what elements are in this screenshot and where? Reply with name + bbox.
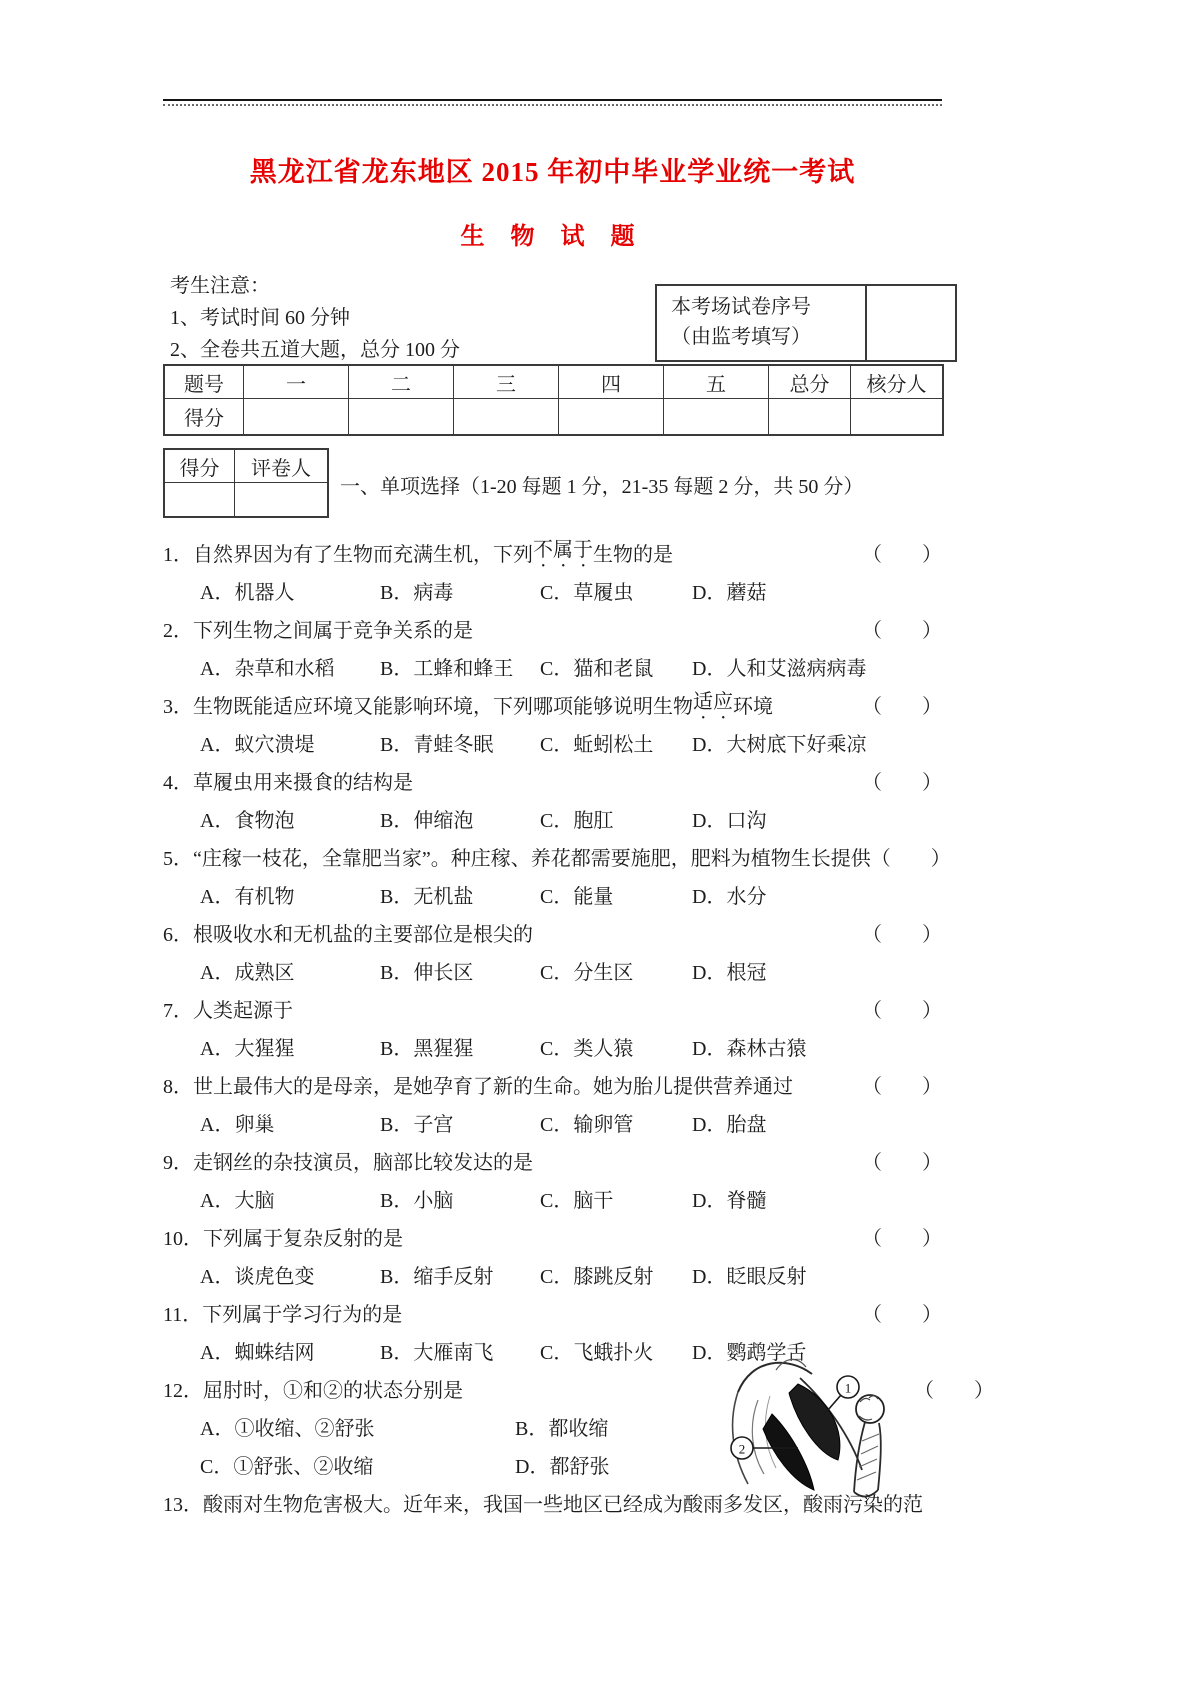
option-a: A．①收缩、②舒张 <box>200 1417 375 1440</box>
question-5: 5． “庄稼一枝花，全靠肥当家”。种庄稼、养花都需要施肥，肥料为植物生长提供 （ ） <box>163 837 942 875</box>
question-10: 10． 下列属于复杂反射的是 （ ） <box>163 1217 942 1255</box>
score-table-header: 核分人 <box>851 366 942 399</box>
question-12: 12． 屈肘时，①和②的状态分别是 （ ） <box>163 1369 942 1407</box>
score-blank-cell <box>851 399 942 434</box>
option-a: A．杂草和水稻 <box>200 657 335 680</box>
answer-bracket: （ ） <box>914 1379 994 1402</box>
option-a: A．机器人 <box>200 581 295 604</box>
option-c: C．胞肛 <box>540 809 614 832</box>
option-c: C．分生区 <box>540 961 634 984</box>
option-a: A．大猩猩 <box>200 1037 295 1060</box>
question-3-options <box>163 723 942 761</box>
score-table-header: 五 <box>664 366 769 399</box>
score-blank-cell <box>769 399 851 434</box>
option-c: C．猫和老鼠 <box>540 657 654 680</box>
score-table-header: 二 <box>349 366 454 399</box>
question-7-options <box>163 1027 942 1065</box>
option-a: A．食物泡 <box>200 809 295 832</box>
question-4: 4． 草履虫用来摄食的结构是 （ ） <box>163 761 942 799</box>
option-c: C．草履虫 <box>540 581 634 604</box>
option-c: C．飞蛾扑火 <box>540 1341 654 1364</box>
option-d: D．都舒张 <box>515 1455 610 1478</box>
option-b: B．伸长区 <box>380 961 474 984</box>
notice-item-1: 1、考试时间 60 分钟 <box>170 307 350 329</box>
page-subtitle: 生 物 试 题 <box>460 224 645 250</box>
answer-bracket: （ ） <box>870 847 951 870</box>
notice-heading: 考生注意： <box>170 275 270 297</box>
option-d: D．大树底下好乘凉 <box>692 733 867 756</box>
question-9: 9． 走钢丝的杂技演员，脑部比较发达的是 （ ） <box>163 1141 942 1179</box>
question-6-options <box>163 951 942 989</box>
question-11: 11． 下列属于学习行为的是 （ ） <box>163 1293 942 1331</box>
score-blank-cell <box>559 399 664 434</box>
answer-bracket: （ ） <box>862 695 942 718</box>
answer-bracket: （ ） <box>862 771 942 794</box>
option-c: C．脑干 <box>540 1189 614 1212</box>
option-b: B．黑猩猩 <box>380 1037 474 1060</box>
score-table-header: 三 <box>454 366 559 399</box>
question-4-options <box>163 799 942 837</box>
section-1-heading: 一、单项选择（1-20 每题 1 分，21-35 每题 2 分，共 50 分） <box>340 476 864 498</box>
score-table-header: 四 <box>559 366 664 399</box>
option-d: D．水分 <box>692 885 767 908</box>
option-b: B．伸缩泡 <box>380 809 474 832</box>
grader-box-blank-cell <box>165 483 235 516</box>
answer-bracket: （ ） <box>862 543 942 566</box>
answer-bracket: （ ） <box>862 1227 942 1250</box>
question-9-options <box>163 1179 942 1217</box>
score-table-header: 一 <box>244 366 349 399</box>
option-c: C．输卵管 <box>540 1113 634 1136</box>
score-summary-table <box>163 364 944 436</box>
diagram-label-2: 2 <box>738 1441 746 1457</box>
grader-box-score-label: 得分 <box>165 450 235 483</box>
question-13: 13． 酸雨对生物危害极大。近年来，我国一些地区已经成为酸雨多发区，酸雨污染的范 <box>163 1493 923 1516</box>
option-a: A．谈虎色变 <box>200 1265 315 1288</box>
option-b: B．大雁南飞 <box>380 1341 494 1364</box>
option-c: C．能量 <box>540 885 614 908</box>
grader-box-blank-cell <box>235 483 327 516</box>
question-8: 8． 世上最伟大的是母亲，是她孕育了新的生命。她为胎儿提供营养通过 （ ） <box>163 1065 942 1103</box>
answer-bracket: （ ） <box>862 1303 942 1326</box>
option-d: D．根冠 <box>692 961 767 984</box>
question-2: 2． 下列生物之间属于竞争关系的是 （ ） <box>163 609 942 647</box>
score-table-header: 总分 <box>769 366 851 399</box>
option-a: A．卵巢 <box>200 1113 275 1136</box>
option-a: A．大脑 <box>200 1189 275 1212</box>
question-7: 7． 人类起源于 （ ） <box>163 989 942 1027</box>
answer-bracket: （ ） <box>862 923 942 946</box>
question-3: 3． 生物既能适应环境又能影响环境，下列哪项能够说明生物 适应 环境 （ ） <box>163 690 942 718</box>
option-b: B．都收缩 <box>515 1417 609 1440</box>
option-d: D．口沟 <box>692 809 767 832</box>
serial-number-blank-cell <box>867 286 955 360</box>
arm-muscle-diagram <box>680 1330 895 1507</box>
option-d: D．森林古猿 <box>692 1037 807 1060</box>
option-d: D．人和艾滋病病毒 <box>692 657 867 680</box>
option-b: B．小脑 <box>380 1189 454 1212</box>
header-rule <box>163 99 942 106</box>
question-10-options <box>163 1255 942 1293</box>
answer-bracket: （ ） <box>862 999 942 1022</box>
grader-box-grader-label: 评卷人 <box>235 450 327 483</box>
option-c: C．膝跳反射 <box>540 1265 654 1288</box>
question-1: 1． 自然界因为有了生物而充满生机，下列 不属于 生物的是 （ ） <box>163 538 942 566</box>
answer-bracket: （ ） <box>862 1075 942 1098</box>
answer-bracket: （ ） <box>862 619 942 642</box>
option-d: D．鹦鹉学舌 <box>692 1341 807 1364</box>
option-c: C．蚯蚓松土 <box>540 733 654 756</box>
question-5-options <box>163 875 942 913</box>
notice-item-2: 2、全卷共五道大题，总分 100 分 <box>170 339 460 361</box>
option-a: A．蚁穴溃堤 <box>200 733 315 756</box>
score-blank-cell <box>664 399 769 434</box>
score-blank-cell <box>349 399 454 434</box>
option-b: B．病毒 <box>380 581 454 604</box>
serial-number-label: 本考场试卷序号 （由监考填写） <box>657 286 867 360</box>
question-2-options <box>163 647 942 685</box>
answer-bracket: （ ） <box>862 1151 942 1174</box>
option-d: D．眨眼反射 <box>692 1265 807 1288</box>
score-blank-cell <box>454 399 559 434</box>
grader-box <box>163 448 329 518</box>
option-a: A．成熟区 <box>200 961 295 984</box>
question-1-options <box>163 571 942 609</box>
option-c: C．类人猿 <box>540 1037 634 1060</box>
serial-number-box <box>655 284 957 362</box>
question-6: 6． 根吸收水和无机盐的主要部位是根尖的 （ ） <box>163 913 942 951</box>
score-row-label: 得分 <box>165 399 244 434</box>
option-d: D．脊髓 <box>692 1189 767 1212</box>
score-table-header: 题号 <box>165 366 244 399</box>
diagram-label-1: 1 <box>844 1380 852 1396</box>
option-b: B．工蜂和蜂王 <box>380 657 514 680</box>
option-b: B．无机盐 <box>380 885 474 908</box>
option-a: A．蜘蛛结网 <box>200 1341 315 1364</box>
option-b: B．缩手反射 <box>380 1265 494 1288</box>
option-b: B．子宫 <box>380 1113 454 1136</box>
option-d: D．胎盘 <box>692 1113 767 1136</box>
page-title: 黑龙江省龙东地区 2015 年初中毕业学业统一考试 <box>249 157 856 187</box>
option-d: D．蘑菇 <box>692 581 767 604</box>
option-b: B．青蛙冬眠 <box>380 733 494 756</box>
score-blank-cell <box>244 399 349 434</box>
candidate-notice <box>170 270 460 366</box>
option-c: C．①舒张、②收缩 <box>200 1455 374 1478</box>
question-8-options <box>163 1103 942 1141</box>
option-a: A．有机物 <box>200 885 295 908</box>
